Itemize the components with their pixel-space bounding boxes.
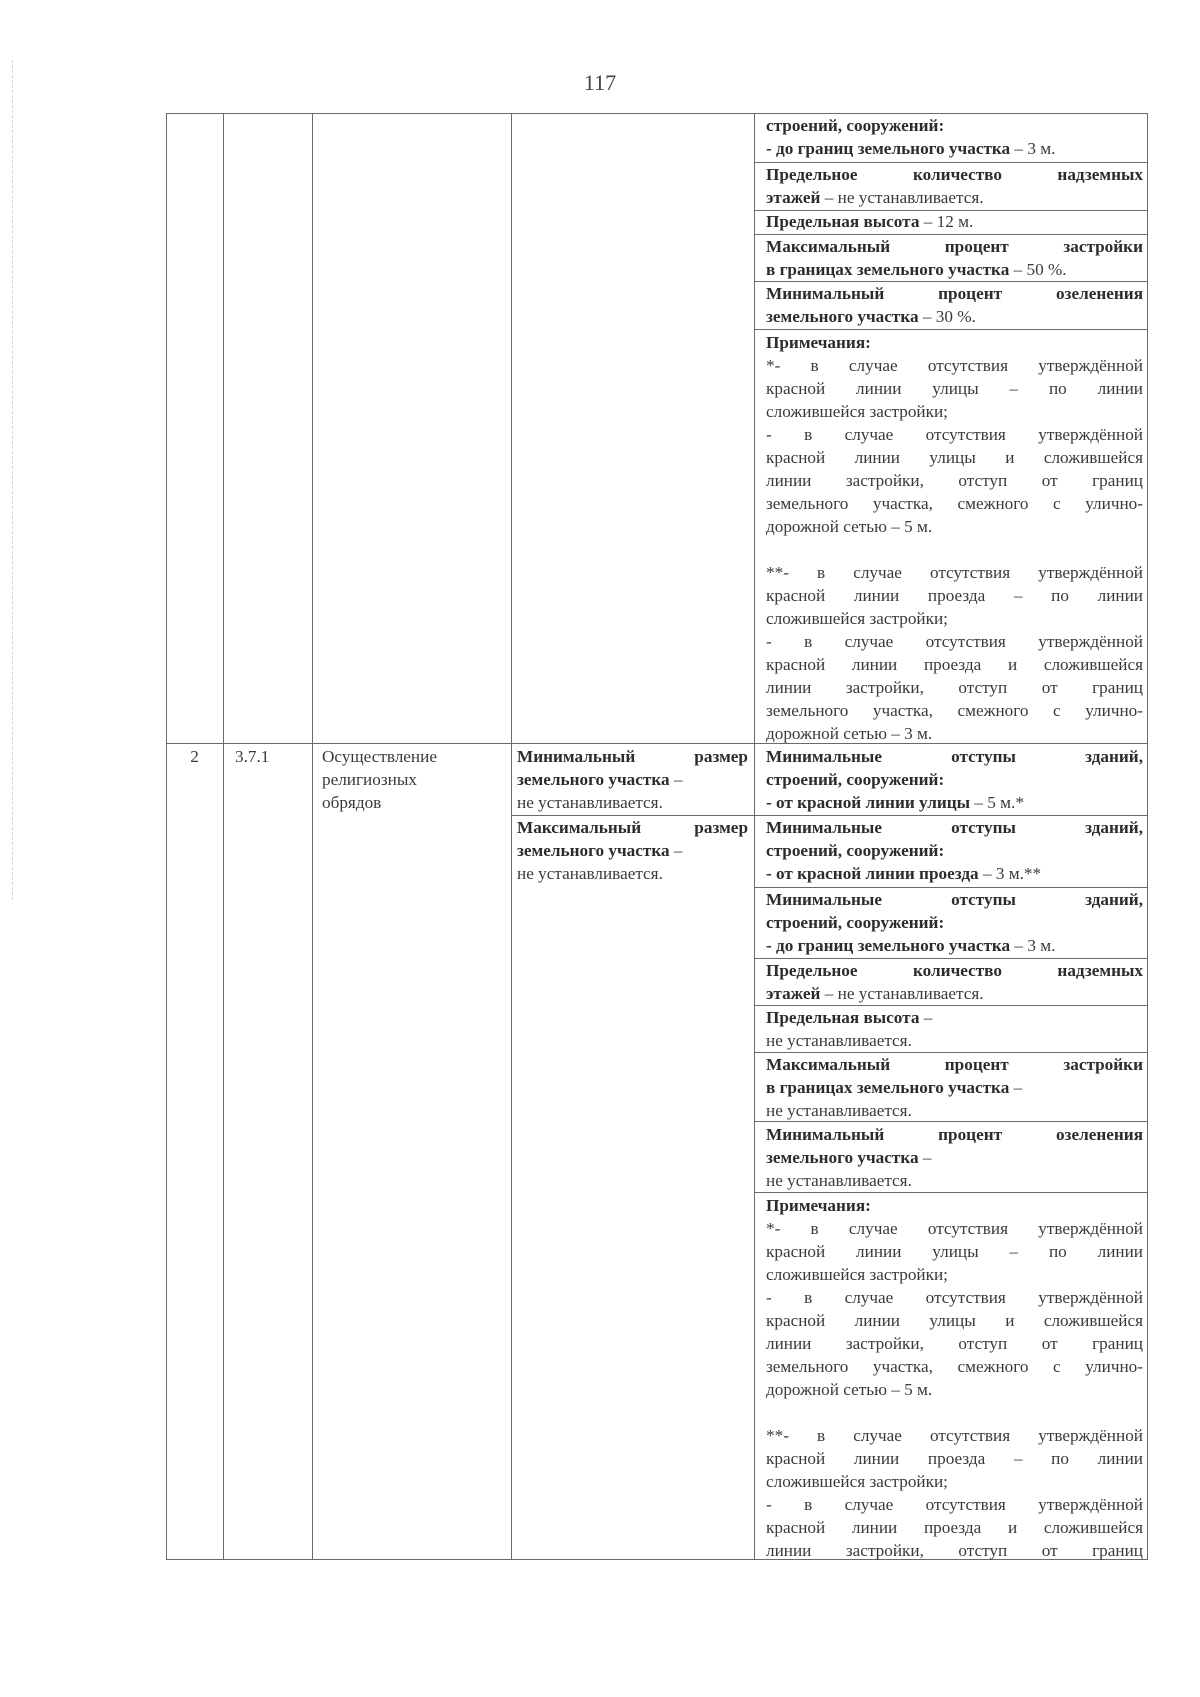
page-number: 117	[583, 70, 617, 95]
table-col-divider-1	[223, 113, 224, 1560]
min-plot-size-cell: Минимальный размер земельного участка – не устанавливается.	[517, 747, 748, 812]
setback-boundary-cell-2: Минимальные отступы зданий, строений, сооружений: - до границ земельного участка – 3 м.	[766, 890, 1143, 955]
notes-cell-2: Примечания: *- в случае отсутствия утверждённой красной линии улицы – по линии сложившейся застройки; - в случае отсутствия утверждённой красной линии улицы и сложившейся линии застройки, отступ от границ земельного участка, смежного с улично- дорожной сетью – 5 м. **- в случае отсутствия утверждённой красной линии проезда – по линии сложившейся застройки; - в случае отсутствия утверждённой красной линии проезда и сложившейся линии застройки, отступ от границ	[766, 1196, 1143, 1560]
floors-cell-2: Предельное количество надземных этажей – не устанавливается.	[766, 961, 1143, 1003]
cell-divider	[754, 329, 1148, 330]
row-code: 3.7.1	[235, 747, 270, 766]
setback-driveway-cell: Минимальные отступы зданий, строений, сооружений: - от красной линии проезда – 3 м.**	[766, 818, 1143, 883]
row-number: 2	[190, 747, 199, 766]
height-cell: Предельная высота – 12 м.	[766, 212, 974, 231]
floors-cell: Предельное количество надземных этажей – не устанавливается.	[766, 165, 1143, 207]
notes-cell: Примечания: *- в случае отсутствия утверждённой красной линии улицы – по линии сложившейся застройки; - в случае отсутствия утверждённой красной линии улицы и сложившейся линии застройки, отступ от границ земельного участка, смежного с улично- дорожной сетью – 5 м. **- в случае отсутствия утверждённой красной линии проезда – по линии сложившейся застройки; - в случае отсутствия утверждённой красной линии проезда и сложившейся линии застройки, отступ от границ земельного участка, смежного с улично- дорожной сетью – 3 м.	[766, 333, 1143, 743]
greenery-cell: Минимальный процент озеленения земельного участка – 30 %.	[766, 284, 1143, 326]
coverage-cell: Максимальный процент застройки в границах земельного участка – 50 %.	[766, 237, 1143, 279]
coverage-cell-2: Максимальный процент застройки в границах земельного участка – не устанавливается.	[766, 1055, 1143, 1120]
table-col-divider-2	[312, 113, 313, 1560]
scan-margin-marks	[12, 60, 15, 900]
height-cell-2: Предельная высота – не устанавливается.	[766, 1008, 933, 1050]
max-plot-size-cell: Максимальный размер земельного участка – не устанавливается.	[517, 818, 748, 883]
table-col-divider-4	[754, 113, 755, 1560]
cell-divider	[754, 1192, 1148, 1193]
greenery-cell-2: Минимальный процент озеленения земельного участка – не устанавливается.	[766, 1125, 1143, 1190]
setback-street-cell: Минимальные отступы зданий, строений, сооружений: - от красной линии улицы – 5 м.*	[766, 747, 1143, 812]
row-name: Осуществление религиозных обрядов	[322, 747, 437, 812]
setback-boundary-cell: строений, сооружений: - до границ земельного участка – 3 м.	[766, 116, 1056, 158]
